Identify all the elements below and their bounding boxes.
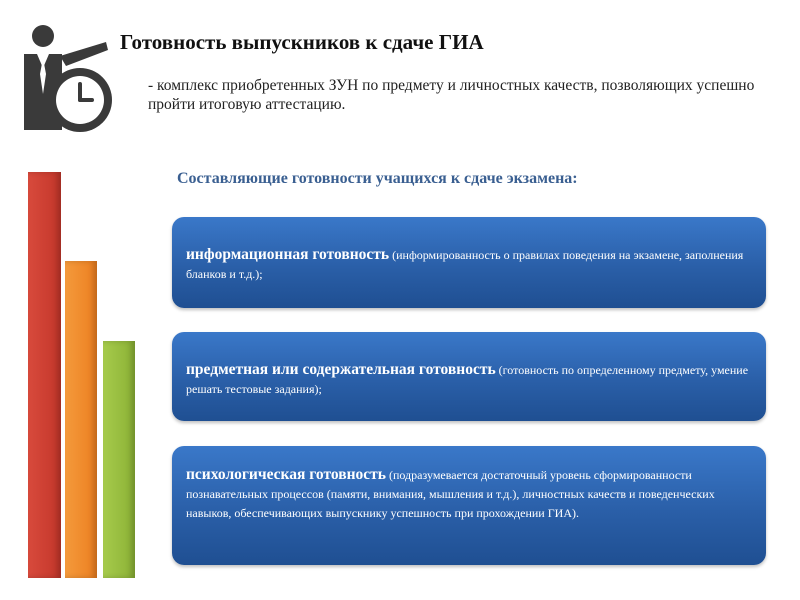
component-term: психологическая готовность (186, 466, 386, 483)
component-description: (готовность по определенному предмету, умение решать тестовые задания); (186, 363, 749, 396)
component-card-psychological (172, 446, 766, 565)
teacher-clock-icon (10, 22, 128, 140)
decorative-bar-orange (65, 261, 97, 578)
components-heading: Составляющие готовности учащихся к сдаче экзамена: (177, 170, 578, 187)
decorative-bar-green (103, 341, 135, 578)
component-card-subject (172, 332, 766, 421)
component-card-information (172, 217, 766, 308)
decorative-bar-red (28, 172, 61, 578)
component-term: предметная или содержательная готовность (186, 361, 496, 378)
component-description: (информированность о правилах поведения на экзамене, заполнения бланков и т.д.); (186, 248, 744, 281)
component-description: (подразумевается достаточный уровень сформированности познавательных процессов (памяти, внимания, мышления и т.д.), личностных качеств и поведенческих навыков, обеспечивающих выпускнику успешность при прохождении ГИА). (186, 468, 715, 520)
page-title: Готовность выпускников к сдаче ГИА (120, 30, 484, 54)
component-term: информационная готовность (186, 246, 390, 263)
definition-text: - комплекс приобретенных ЗУН по предмету и личностных качеств, позволяющих успешно пройти итоговую аттестацию. (148, 77, 755, 113)
